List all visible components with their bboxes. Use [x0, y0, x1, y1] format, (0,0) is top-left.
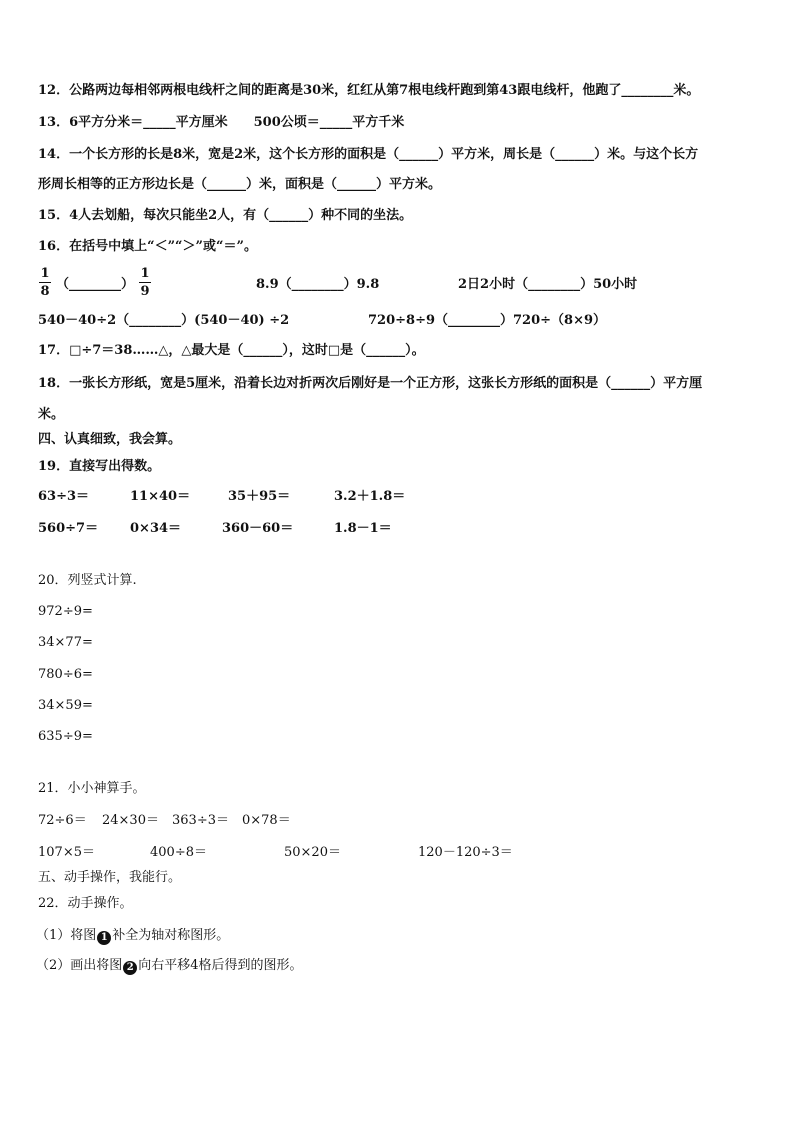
section-five-heading: 五、动手操作，我能行。 [38, 870, 182, 885]
compare-expression-1: 540－40÷2（________）(540－40) ÷2 [38, 313, 290, 328]
question-14-line-2: 形周长相等的正方形边长是（______）米，面积是（______）平方米。 [38, 177, 442, 192]
q21-item: 120－120÷3＝ [418, 845, 513, 860]
q19-item: 0×34＝ [130, 521, 182, 536]
fraction-denominator: 9 [140, 284, 150, 299]
q21-item: 50×20＝ [284, 845, 341, 860]
question-18-line-1: 18．一张长方形纸，宽是5厘米，沿着长边对折两次后刚好是一个正方形，这张长方形纸的面积是（______）平方厘 [38, 376, 703, 391]
compare-time: 2日2小时（________）50小时 [458, 277, 638, 292]
part-2-prefix: （2）画出将图 [36, 958, 123, 973]
question-20: 20．列竖式计算. [38, 573, 137, 588]
q19-item: 360－60＝ [222, 521, 294, 536]
circled-number-2: 2 [123, 961, 137, 975]
q19-item: 63÷3＝ [38, 489, 90, 504]
fraction-numerator: 1 [140, 266, 150, 281]
q21-item: 363÷3＝ [172, 813, 229, 828]
q20-item: 635÷9= [38, 729, 93, 744]
question-13: 13．6平方分米＝_____平方厘米 500公顷＝_____平方千米 [38, 115, 405, 130]
q20-item: 34×59= [38, 698, 93, 713]
q19-item: 11×40＝ [130, 489, 191, 504]
q19-item: 560÷7＝ [38, 521, 99, 536]
q21-item: 400÷8＝ [150, 845, 207, 860]
compare-expression-2: 720÷8÷9（________）720÷（8×9） [368, 313, 607, 328]
compare-decimals: 8.9（________）9.8 [256, 277, 380, 292]
q20-item: 972÷9= [38, 604, 93, 619]
question-16: 16．在括号中填上“＜”“＞”或“＝”。 [38, 239, 257, 254]
part-2-suffix: 向右平移4格后得到的图形。 [138, 958, 303, 973]
fraction-bar [39, 282, 51, 283]
question-22: 22．动手操作。 [38, 896, 133, 911]
q21-item: 24×30＝ [102, 813, 159, 828]
q21-item: 107×5＝ [38, 845, 95, 860]
q19-item: 1.8－1＝ [334, 521, 392, 536]
compare-blank-fractions: （________） [56, 277, 135, 292]
q20-item: 780÷6= [38, 667, 93, 682]
q19-item: 35＋95＝ [228, 489, 291, 504]
part-1-suffix: 补全为轴对称图形。 [112, 928, 230, 943]
section-four-heading: 四、认真细致，我会算。 [38, 432, 182, 447]
fraction-numerator: 1 [40, 266, 50, 281]
fraction-one-ninth [138, 266, 152, 299]
question-14-line-1: 14．一个长方形的长是8米，宽是2米，这个长方形的面积是（______）平方米，周长是（______）米。与这个长方 [38, 147, 699, 162]
question-21: 21．小小神算手。 [38, 781, 146, 796]
q20-item: 34×77= [38, 635, 93, 650]
question-22-part-2 [36, 957, 303, 975]
question-22-part-1 [36, 927, 229, 945]
q21-item: 72÷6＝ [38, 813, 87, 828]
question-19: 19．直接写出得数。 [38, 459, 161, 474]
circled-number-1: 1 [97, 931, 111, 945]
question-18-line-2: 米。 [38, 407, 65, 422]
question-12: 12．公路两边每相邻两根电线杆之间的距离是30米，红红从第7根电线杆跑到第43跟电线杆，他跑了________米。 [38, 83, 700, 98]
fraction-bar [139, 282, 151, 283]
fraction-one-eighth [38, 266, 52, 299]
q21-item: 0×78＝ [242, 813, 291, 828]
question-15: 15．4人去划船，每次只能坐2人，有（______）种不同的坐法。 [38, 208, 413, 223]
part-1-prefix: （1）将图 [36, 928, 97, 943]
q19-item: 3.2＋1.8＝ [334, 489, 406, 504]
fraction-denominator: 8 [40, 284, 50, 299]
question-17: 17．□÷7＝38……△，△最大是（______），这时□是（______）。 [38, 343, 425, 358]
